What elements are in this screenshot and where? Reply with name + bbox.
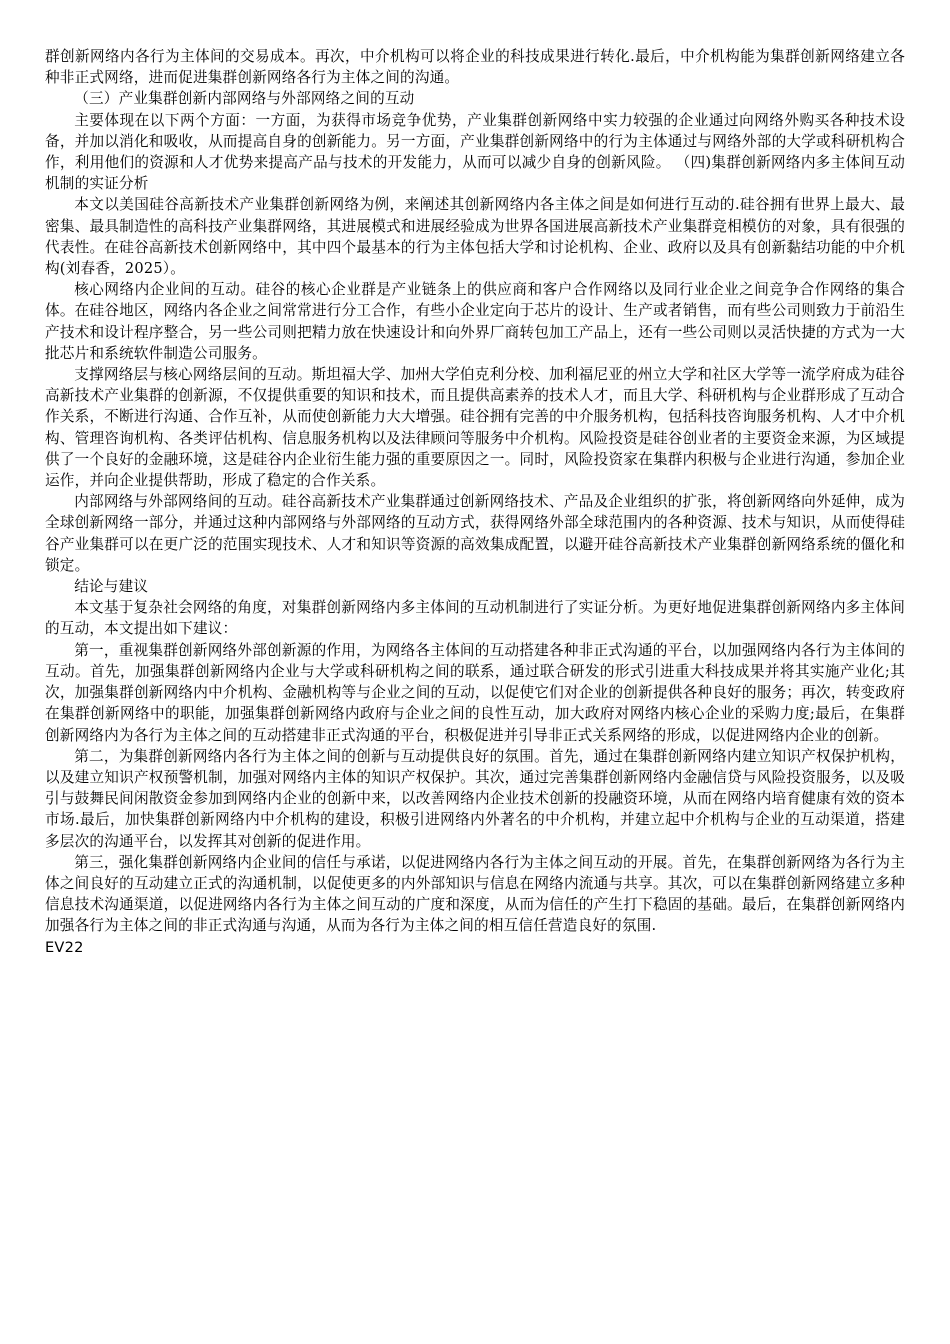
footer-code: EV22 (45, 938, 84, 956)
section-heading-internal-external: （三）产业集群创新内部网络与外部网络之间的互动 (74, 90, 415, 108)
section-heading-conclusion: 结论与建议 (74, 578, 149, 596)
paragraph-suggestion-first: 第一，重视集群创新网络外部创新源的作用，为网络各主体间的互动搭建各种非正式沟通的平台，以加强网络内各行为主体间的互动。首先，加强集群创新网络内企业与大学或科研机构之间的联系，通过联合研发的形式引进重大科技成果并将其实施产业化;其次，加强集群创新网络内中介机构、金融机构等与企业之间的互动，以促使它们对企业的创新提供各种良好的服务；再次，转变政府在集群创新网络中的职能，加强集群创新网络内政府与企业之间的良性互动，加大政府对网络内核心企业的采购力度;最后，在集群创新网络内为各行为主体之间的互动搭建非正式沟通的平台，积极促进并引导非正式关系网络的形成，以促进网络内企业的创新。 (45, 641, 905, 744)
paragraph-support-network: 支撑网络层与核心网络层间的互动。斯坦福大学、加州大学伯克利分校、加利福尼亚的州立大学和社区大学等一流学府成为硅谷高新技术产业集群的创新源，不仅提供重要的知识和技术，而且提供高素养的技术人才，而且大学、科研机构与企业群形成了互动合作关系，不断进行沟通、合作互补，从而使创新能力大大增强。硅谷拥有完善的中介服务机构，包括科技咨询服务机构、人才中介机构、管理咨询机构、各类评估机构、信息服务机构以及法律顾问等服务中介机构。风险投资是硅谷创业者的主要资金来源，为区域提供了一个良好的金融环境，这是硅谷内企业衍生能力强的重要原因之一。同时，风险投资家在集群内积极与企业进行沟通，参加企业运作，并向企业提供帮助，形成了稳定的合作关系。 (45, 366, 905, 490)
paragraph-conclusion-intro: 本文基于复杂社会网络的角度，对集群创新网络内多主体间的互动机制进行了实证分析。为更好地促进集群创新网络内多主体间的互动，本文提出如下建议： (45, 599, 905, 638)
paragraph-continuation: 群创新网络内各行为主体间的交易成本。再次，中介机构可以将企业的科技成果进行转化.最后，中介机构能为集群创新网络建立各种非正式网络，进而促进集群创新网络各行为主体之间的沟通。 (45, 48, 905, 87)
paragraph-two-aspects: 主要体现在以下两个方面：一方面，为获得市场竞争优势，产业集群创新网络中实力较强的企业通过向网络外购买各种技术设备，并加以消化和吸收，从而提高自身的创新能力。另一方面，产业集群创新网络中的行为主体通过与网络外部的大学或科研机构合作，利用他们的资源和人才优势来提高产品与技术的开发能力，从而可以减少自身的创新风险。 （四)集群创新网络内多主体间互动机制的实证分析 (45, 111, 905, 193)
paragraph-suggestion-second: 第二，为集群创新网络内各行为主体之间的创新与互动提供良好的氛围。首先，通过在集群创新网络内建立知识产权保护机构，以及建立知识产权预警机制，加强对网络内主体的知识产权保护。其次，通过完善集群创新网络内金融信贷与风险投资服务，以及吸引与鼓舞民间闲散资金参加到网络内企业的创新中来，以改善网络内企业技术创新的投融资环境，从而在网络内培育健康有效的资本市场.最后，加快集群创新网络内中介机构的建设，积极引进网络内外著名的中介机构，并建立起中介机构与企业的互动渠道，搭建多层次的沟通平台，以发挥其对创新的促进作用。 (45, 747, 905, 850)
document-page (45, 46, 905, 958)
paragraph-suggestion-third: 第三，强化集群创新网络内企业间的信任与承诺，以促进网络内各行为主体之间互动的开展。首先，在集群创新网络为各行为主体之间良好的互动建立正式的沟通机制，以促使更多的内外部知识与信息在网络内流通与共享。其次，可以在集群创新网络建立多种信息技术沟通渠道，以促进网络内各行为主体之间互动的广度和深度，从而为信任的产生打下稳固的基础。最后，在集群创新网络内加强各行为主体之间的非正式沟通与沟通，从而为各行为主体之间的相互信任营造良好的氛围. (45, 853, 905, 935)
paragraph-internal-external-network: 内部网络与外部网络间的互动。硅谷高新技术产业集群通过创新网络技术、产品及企业组织的扩张，将创新网络向外延伸，成为全球创新网络一部分，并通过这种内部网络与外部网络的互动方式，获得网络外部全球范围内的各种资源、技术与知识，从而使得硅谷产业集群可以在更广泛的范围实现技术、人才和知识等资源的高效集成配置，以避开硅谷高新技术产业集群创新网络系统的僵化和锁定。 (45, 493, 905, 574)
paragraph-silicon-valley-intro: 本文以美国硅谷高新技术产业集群创新网络为例，来阐述其创新网络内各主体之间是如何进行互动的.硅谷拥有世界上最大、最密集、最具制造性的高科技产业集群网络，其进展模式和进展经验成为世界各国进展高新技术产业集群竞相模仿的对象，具有很强的代表性。在硅谷高新技术创新网络中，其中四个最基本的行为主体包括大学和讨论机构、企业、政府以及具有创新黏结功能的中介机构(刘春香，2025）。 (45, 196, 905, 278)
paragraph-core-network: 核心网络内企业间的互动。硅谷的核心企业群是产业链条上的供应商和客户合作网络以及同行业企业之间竞争合作网络的集合体。在硅谷地区，网络内各企业之间常常进行分工合作，有些小企业定向于芯片的设计、生产或者销售，而有些公司则致力于前沿生产技术和设计程序整合，另一些公司则把精力放在快速设计和向外界厂商转包加工产品上，还有一些公司则以灵活快捷的方式为一大批芯片和系统软件制造公司服务。 (45, 281, 905, 362)
